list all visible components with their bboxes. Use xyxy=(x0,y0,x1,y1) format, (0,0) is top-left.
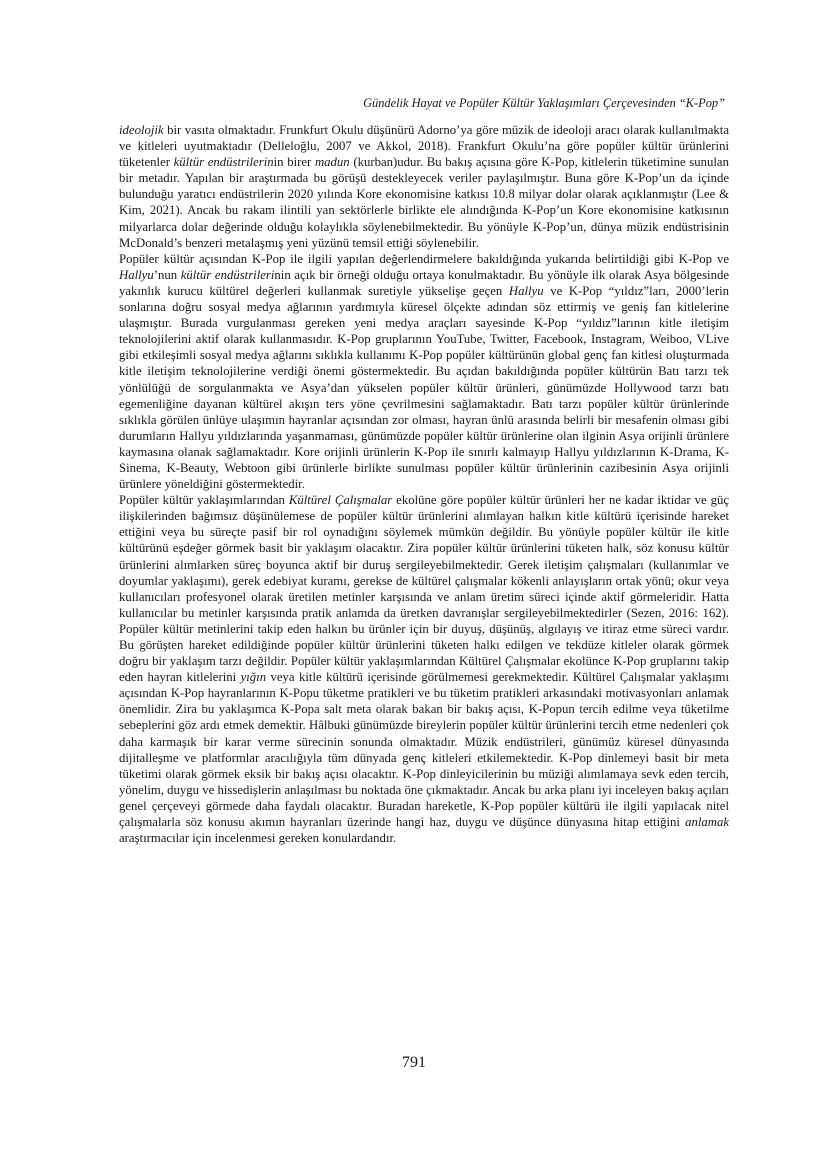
text-run: Popüler kültür açısından K-Pop ile ilgili yapılan değerlendirmelere bakıldığında yukarıda belirtildiği gibi K-Pop ve xyxy=(119,251,729,266)
text-run: ve K-Pop “yıldız”ları, 2000’lerin sonlarına doğru sosyal medya ağlarının yardımıyla küresel ölçekte adından söz ettirmiş ve geniş fan kitlelerine ulaşmıştır. Burada vurgulanması gereken yeni medya araçları sayesinde K-Pop “yıldız”larının kitle iletişim teknolojilerini aktif olarak kullanmasıdır. K-Pop gruplarının YouTube, Twitter, Facebook, Instagram, Weiboo, VLive gibi etkileşimli sosyal medya ağlarını sıklıkla kullanımı K-Pop popüler kültürünün global genç fan kitlesi oluşturmada kitle iletişim teknolojilerine verdiği önemi göstermektedir. Bu açıdan bakıldığında popüler kültürün Batı tarzı tek yönlülüğü de sorgulanmakta ve Asya’dan yükselen popüler kültür ürünleri, günümüzde Hollywood tarzı batı egemenliğine dayanan kültürel akışın ters yöne çevrilmesini sağlamaktadır. Batı tarzı popüler kültür ürünlerinde sıklıkla görülen ünlüye ulaşımın hayranlar açısından zor olması, hayran ünlü arasında belirli bir mesafenin olması gibi durumların Hallyu yıldızlarında yaşanmaması, günümüzde popüler kültür ürünlerine olan ilginin Asya orijinli ürünlere kaymasına olanak sağlamaktadır. Kore orijinli ürünlerin K-Pop ile sınırlı kalmayıp Hallyu yıldızlarının K-Drama, K-Sinema, K-Beauty, Webtoon gibi ürünlerle birlikte sunulması popüler kültür ürünlerinin cazibesinin Asya orijinli ürünlere yöneldiğini göstermektedir. xyxy=(119,283,729,492)
page-number: 791 xyxy=(402,1054,426,1071)
paragraph-3 xyxy=(119,492,729,846)
emphasis-text: Hallyu xyxy=(119,267,154,282)
paragraph-1 xyxy=(119,122,729,251)
emphasis-text: ideolojik xyxy=(119,123,164,137)
text-run: Popüler kültür yaklaşımlarından xyxy=(119,493,289,508)
emphasis-text: kültür endüstrilerin xyxy=(173,155,274,170)
body-text xyxy=(119,122,729,846)
text-run: in birer xyxy=(273,155,315,170)
emphasis-text: Kültürel Çalışmalar xyxy=(288,493,393,508)
emphasis-text: yığın xyxy=(240,670,267,685)
text-run: bir vasıta olmaktadır. Frunkfurt Okulu düşünürü Adorno’ya göre müzik de ideoloji aracı olarak kullanılmakta ve kitleleri uyutmaktadır (Delleloğlu, 2007 ve Akkol, 2018). Frankfurt Okulu’na göre popüler kültür ürünlerini tüketenler xyxy=(119,123,729,170)
emphasis-text: kültür endüstrileri xyxy=(180,267,275,282)
paragraph-2 xyxy=(119,251,729,492)
text-run: (kurban)udur. Bu bakış açısına göre K-Pop, kitlelerin tüketimine sunulan bir metadır. Yapılan bir araştırmada bu görüşü destekleyecek veriler paylaşılmıştır. Buna göre K-Pop’un da içinde bulunduğu yaratıcı endüstrilerin 2020 yılında Kore ekonomisine katkısı 10.8 milyar dolar olarak açıklanmıştır (Lee & Kim, 2021). Ancak bu rakam ilintili yan sektörlerle birlikte ele alındığında K-Pop’un Kore ekonomisine katkısının milyarlarca dolar değerinde olduğu kolaylıkla söylenebilmektedir. Bu yönüyle K-Pop’un, dünya müzik endüstrisinin McDonald’s benzeri metalaşmış yeni yüzünü temsil ettiği söylenebilir. xyxy=(119,155,729,250)
text-run: araştırmacılar için incelenmesi gereken konulardandır. xyxy=(119,831,397,846)
emphasis-text: madun xyxy=(314,155,350,170)
running-header: Gündelik Hayat ve Popüler Kültür Yaklaşımları Çerçevesinden “K-Pop” xyxy=(363,96,725,110)
text-run: ekolüne göre popüler kültür ürünleri her ne kadar iktidar ve güç ilişkilerinden bağımsız düşünülemese de popüler kültür ürünlerini alımlayan halkın kitle kültürü içerisinde hareket ettiğini veya bu süreçte pasif bir rol oynadığını söylemek mümkün değildir. Bu yönüyle popüler kültür ile kitle kültürünü eşdeğer görmek basit bir yaklaşım olacaktır. Zira popüler kültür ürünlerini tüketen halk, söz konusu kültür ürünlerini alımlarken süreç boyunca aktif bir duruş sergileyebilmektedir. Gerek iletişim çalışmaları (kullanımlar ve doyumlar yaklaşımı), gerek edebiyat kuramı, gerekse de kültürel çalışmalar kökenli anlayışların ortak yönü; okur veya kullanıcıları profesyonel olarak üretilen metinler karşısında ve anlam üretim süreci içinde aktif görmeleridir. Hatta kullanıcılar bu metinler karşısında pratik anlamda da üretken davranışlar sergileyebilmektedirler (Sezen, 2016: 162). Popüler kültür metinlerini takip eden halkın bu ürünler için bir duyuş, düşünüş, algılayış ve itiraz etme süreci vardır. Bu görüşten hareket edildiğinde popüler kültür ürünlerini tüketen halkı edilgen ve tekdüze kitleler olarak görmek doğru bir yaklaşım tarzı değildir. Popüler kültür yaklaşımlarından Kültürel Çalışmalar ekolünce K-Pop gruplarını takip eden hayran kitlelerini xyxy=(119,493,729,685)
text-run: ’nun xyxy=(153,267,181,282)
text-run: veya kitle kültürü içerisinde görülmemesi gerekmektedir. Kültürel Çalışmalar yaklaşımı açısından K-Pop hayranlarının K-Popu tüketme pratikleri ve bu tüketim pratikleri arkasındaki motivasyonları anlamak önemlidir. Zira bu yaklaşımca K-Popa salt meta olarak bakan bir bakış açısı, K-Popun tercih edilme veya tüketilme sebeplerini göz ardı etmek demektir. Hâlbuki günümüzde bireylerin popüler kültür ürünlerini tercih etme nedenleri çok daha karmaşık bir karar verme sürecinin sonunda olmaktadır. Müzik endüstrileri, günümüz küresel dünyasında dijitalleşme ve platformlar aracılığıyla tüm dünyada genç kitleleri etkilemektedir. K-Pop dinlemeyi basit bir meta tüketimi olarak görmek eksik bir bakış açısı olacaktır. K-Pop dinleyicilerinin bu müziği alımlamaya sevk eden tercih, yönelim, duygu ve hissedişlerin anlaşılması bu noktada öne çıkmaktadır. Ancak bu arka planı iyi inceleyen bakış açıları genel çerçeveyi görmede daha faydalı olacaktır. Buradan hareketle, K-Pop popüler kültürü ile ilgili yapılacak nitel çalışmalarla söz konusu akımın hayranları üzerinde hangi haz, duygu ve düşünce dünyasına hitap ettiğini xyxy=(119,670,729,830)
emphasis-text: Hallyu xyxy=(508,283,544,298)
text-run: nin açık bir örneği olduğu ortaya konulmaktadır. Bu yönüyle ilk olarak Asya bölgesinde yakınlık kurucu kültürel değerleri kullanmak suretiyle yükselişe geçen xyxy=(119,267,729,298)
emphasis-text: anlamak xyxy=(685,815,729,830)
